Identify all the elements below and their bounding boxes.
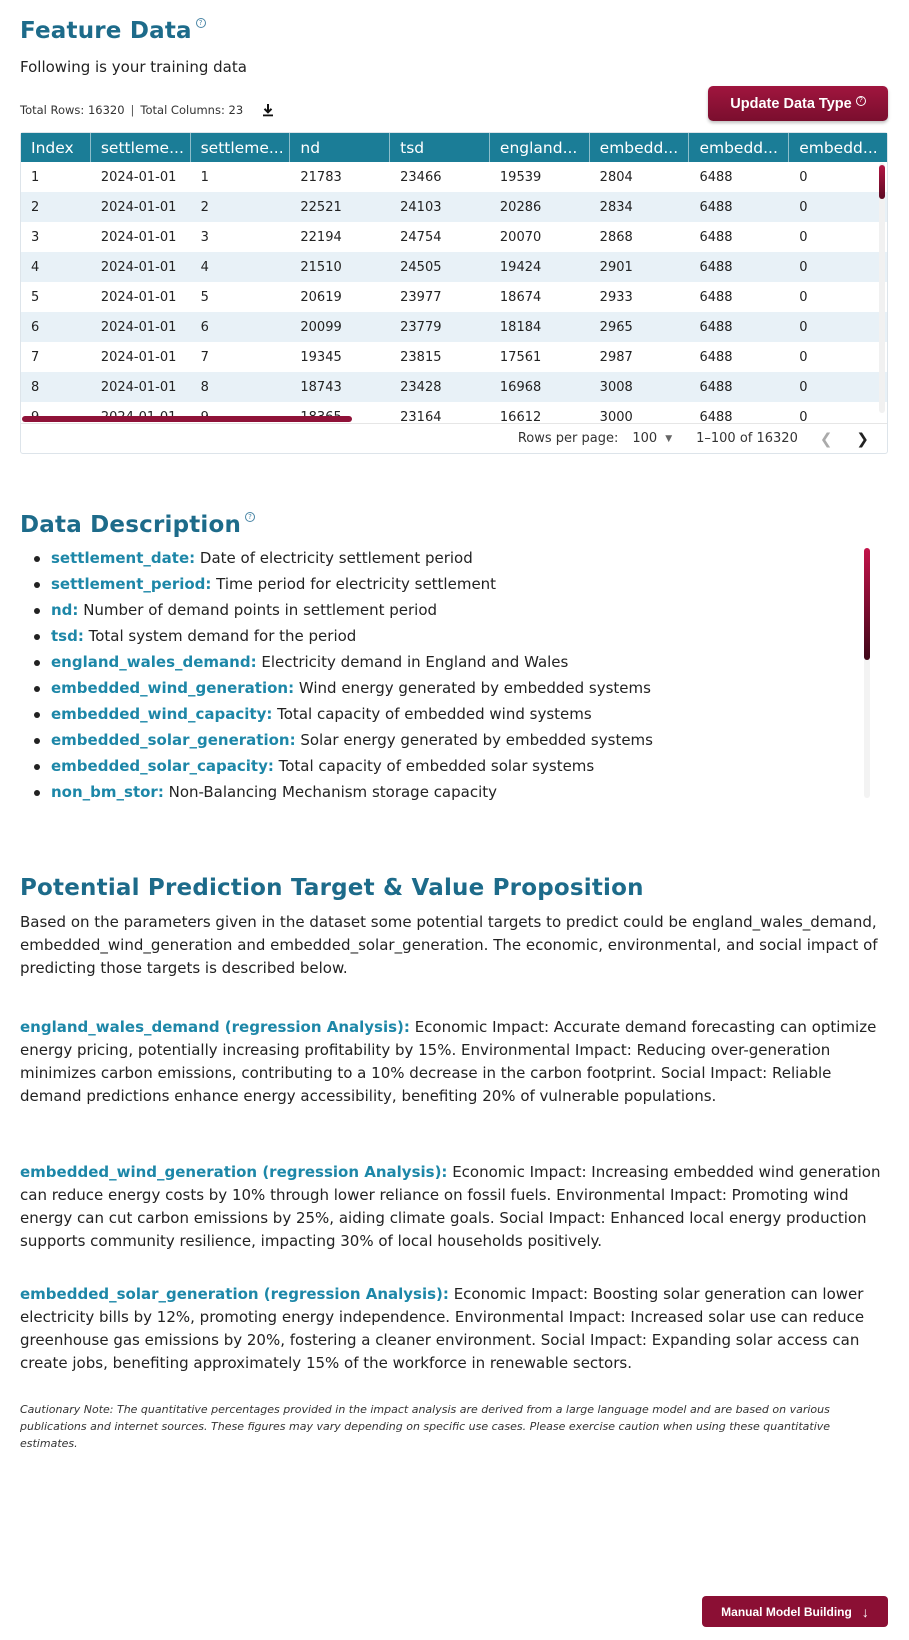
table-row[interactable] — [21, 342, 887, 372]
chevron-down-icon[interactable]: ▼ — [665, 433, 673, 444]
data-description-title: Data Description ? — [20, 512, 255, 538]
grid-horizontal-scroll-thumb[interactable] — [22, 416, 352, 422]
description-scroll-thumb[interactable] — [864, 548, 870, 660]
description-text: Wind energy generated by embedded systems — [294, 679, 651, 697]
table-cell: 0 — [799, 349, 808, 365]
description-text: Solar energy generated by embedded systems — [295, 731, 653, 749]
table-cell: 6 — [200, 319, 209, 335]
list-item — [34, 678, 888, 704]
description-term: embedded_solar_capacity: — [51, 757, 274, 775]
feature-data-subtitle: Following is your training data — [20, 58, 247, 76]
table-row[interactable] — [21, 312, 887, 342]
grid-pagination — [21, 423, 887, 453]
target-text: Economic Impact: Increasing embedded wind generation can reduce energy costs by 10% through lower reliance on fossil fuels. Environmental Impact: Promoting wind energy can cut carbon emissions by 25%, aiding climate goals. Social Impact: Enhanced local energy production supports community resilience, impacting 30% of local households positively. — [20, 1163, 881, 1250]
table-cell: 24103 — [400, 199, 442, 215]
grid-vertical-scrollbar[interactable] — [879, 163, 885, 413]
data-grid — [20, 132, 888, 454]
table-cell: 24505 — [400, 259, 442, 275]
table-cell: 6488 — [699, 229, 733, 245]
table-cell: 0 — [799, 319, 808, 335]
table-cell: 6488 — [699, 319, 733, 335]
table-cell: 1 — [200, 169, 209, 185]
data-description-list — [20, 548, 888, 808]
targets-intro: Based on the parameters given in the dataset some potential targets to predict could be england_wales_demand, embedded_wind_generation and embedded_solar_generation. The economic, environmental, and social impact of predicting those targets is described below. — [20, 913, 878, 977]
table-cell: 18184 — [499, 319, 542, 335]
target-term: england_wales_demand (regression Analysis): — [20, 1018, 410, 1036]
grid-header — [21, 133, 887, 162]
column-header[interactable]: embedd... — [689, 133, 789, 162]
table-cell: 18674 — [499, 289, 542, 305]
table-cell: 6488 — [699, 259, 733, 275]
table-cell: 0 — [799, 199, 808, 215]
table-cell: 4 — [200, 259, 209, 275]
total-rows: Total Rows: 16320 — [20, 103, 125, 117]
table-cell: 6488 — [699, 169, 733, 185]
data-description-list-container — [20, 548, 888, 800]
rows-per-page-select[interactable]: 100 — [632, 431, 658, 446]
table-row[interactable] — [21, 372, 887, 402]
table-cell: 19539 — [499, 169, 542, 185]
description-term: settlement_period: — [51, 575, 212, 593]
table-cell: 22194 — [300, 229, 342, 245]
table-cell: 19424 — [499, 259, 542, 275]
table-cell: 4 — [31, 259, 40, 275]
table-row[interactable] — [21, 192, 887, 222]
table-cell: 2834 — [599, 199, 633, 215]
column-header[interactable]: tsd — [390, 133, 490, 162]
list-item — [34, 626, 888, 652]
description-text: Number of demand points in settlement period — [78, 601, 438, 619]
table-cell: 0 — [799, 169, 808, 185]
table-cell: 0 — [799, 379, 808, 395]
description-term: england_wales_demand: — [51, 653, 257, 671]
table-cell: 23428 — [400, 379, 442, 395]
download-icon[interactable] — [261, 103, 275, 117]
table-row[interactable] — [21, 252, 887, 282]
description-text: Total system demand for the period — [83, 627, 357, 645]
description-text: Date of electricity settlement period — [195, 549, 473, 567]
description-term: nd: — [51, 601, 79, 619]
list-item — [34, 782, 888, 808]
column-header[interactable]: settleme... — [91, 133, 191, 162]
table-cell: 7 — [200, 349, 209, 365]
table-cell: 20619 — [300, 289, 342, 305]
description-text: Non-Balancing Mechanism storage capacity — [163, 783, 498, 801]
arrow-down-icon: ↓ — [861, 1603, 869, 1620]
list-item — [34, 704, 888, 730]
table-cell: 0 — [799, 409, 808, 425]
column-header[interactable]: settleme... — [191, 133, 291, 162]
table-cell: 19345 — [300, 349, 342, 365]
table-cell: 0 — [799, 229, 808, 245]
table-cell: 16612 — [499, 409, 542, 425]
table-cell: 2804 — [599, 169, 633, 185]
description-text: Total capacity of embedded solar systems — [273, 757, 595, 775]
description-term: non_bm_stor: — [51, 783, 164, 801]
page-range: 1–100 of 16320 — [696, 431, 798, 446]
column-header[interactable]: embedd... — [590, 133, 690, 162]
description-term: embedded_wind_capacity: — [51, 705, 273, 723]
table-cell: 23779 — [400, 319, 442, 335]
total-columns: Total Columns: 23 — [140, 103, 244, 117]
table-cell: 2024-01-01 — [100, 229, 177, 245]
table-cell: 23466 — [400, 169, 442, 185]
data-totals — [20, 103, 275, 117]
totals-separator: | — [130, 103, 135, 117]
table-cell: 20286 — [499, 199, 542, 215]
table-cell: 24754 — [400, 229, 442, 245]
table-cell: 2024-01-01 — [100, 349, 177, 365]
column-header[interactable]: nd — [290, 133, 390, 162]
table-cell: 2024-01-01 — [100, 319, 177, 335]
table-cell: 22521 — [300, 199, 342, 215]
description-term: embedded_wind_generation: — [51, 679, 295, 697]
table-cell: 6488 — [699, 289, 733, 305]
table-cell: 3 — [200, 229, 209, 245]
table-cell: 2933 — [599, 289, 633, 305]
table-cell: 2024-01-01 — [100, 169, 177, 185]
column-header[interactable]: Index — [21, 133, 91, 162]
description-scrollbar[interactable] — [864, 548, 870, 798]
table-cell: 2 — [200, 199, 209, 215]
table-cell: 23977 — [400, 289, 442, 305]
target-embedded-solar-generation — [20, 1283, 888, 1375]
target-term: embedded_wind_generation (regression Analysis): — [20, 1163, 448, 1181]
table-row[interactable] — [21, 162, 887, 192]
table-cell: 2 — [31, 199, 40, 215]
list-item — [34, 652, 888, 678]
table-cell: 23815 — [400, 349, 442, 365]
table-cell: 5 — [200, 289, 209, 305]
table-cell: 2987 — [599, 349, 633, 365]
table-cell: 8 — [31, 379, 40, 395]
table-cell: 21783 — [300, 169, 342, 185]
table-cell: 0 — [799, 259, 808, 275]
target-embedded-wind-generation — [20, 1161, 888, 1253]
table-cell: 5 — [31, 289, 40, 305]
table-cell: 1 — [31, 169, 40, 185]
table-cell: 17561 — [499, 349, 542, 365]
table-cell: 2024-01-01 — [100, 379, 177, 395]
grid-body[interactable] — [21, 162, 887, 425]
prediction-target-title: Potential Prediction Target & Value Proposition — [20, 875, 644, 901]
list-item — [34, 730, 888, 756]
table-cell: 3 — [31, 229, 40, 245]
table-cell: 20099 — [300, 319, 342, 335]
target-text: Economic Impact: Boosting solar generation can lower electricity bills by 12%, promoting energy independence. Environmental Impact: Increased solar use can reduce greenhouse gas emissions by 20%, fostering a cleaner environment. Social Impact: Expanding solar access can create jobs, benefiting approximately 15% of the workforce in renewable sectors. — [20, 1285, 865, 1372]
target-text: Economic Impact: Accurate demand forecasting can optimize energy pricing, potentially increasing profitability by 15%. Environmental Impact: Reducing over-generation minimizes carbon emissions, contributing to a 10% decrease in the carbon footprint. Social Impact: Reliable demand predictions enhance energy accessibility, benefiting 20% of vulnerable populations. — [20, 1018, 877, 1105]
table-cell: 23164 — [400, 409, 442, 425]
table-cell: 6488 — [699, 409, 733, 425]
chevron-left-icon[interactable]: ❮ — [819, 429, 833, 448]
help-icon[interactable]: ? — [856, 96, 866, 106]
table-cell: 16968 — [499, 379, 542, 395]
column-header[interactable]: embedd... — [799, 138, 878, 157]
description-text: Total capacity of embedded wind systems — [272, 705, 592, 723]
manual-model-building-button[interactable]: Manual Model Building ↓ — [702, 1596, 888, 1627]
feature-data-title: Feature Data ? — [20, 18, 206, 44]
description-text: Time period for electricity settlement — [211, 575, 497, 593]
target-term: embedded_solar_generation (regression Analysis): — [20, 1285, 449, 1303]
help-icon[interactable]: ? — [245, 512, 255, 522]
rows-per-page-label: Rows per page: — [517, 431, 619, 446]
table-cell: 2868 — [599, 229, 633, 245]
table-row[interactable] — [21, 222, 887, 252]
description-term: embedded_solar_generation: — [51, 731, 296, 749]
cautionary-note: Cautionary Note: The quantitative percentages provided in the impact analysis are derived from a large language model and are based on various publications and internet sources. These figures may vary depending on specific use cases. Please exercise caution when using these quantitative estimates. — [20, 1403, 831, 1450]
update-data-type-button[interactable]: Update Data Type ? — [708, 86, 888, 121]
description-term: tsd: — [51, 627, 84, 645]
grid-vertical-scroll-thumb[interactable] — [879, 165, 885, 199]
table-cell: 7 — [31, 349, 40, 365]
help-icon[interactable]: ? — [196, 18, 206, 28]
table-cell: 2965 — [599, 319, 633, 335]
table-cell: 8 — [200, 379, 209, 395]
target-england-wales-demand — [20, 1016, 888, 1108]
list-item — [34, 574, 888, 600]
table-cell: 21510 — [300, 259, 342, 275]
table-cell: 2024-01-01 — [100, 289, 177, 305]
chevron-right-icon[interactable]: ❯ — [856, 429, 869, 448]
list-item — [34, 548, 888, 574]
table-cell: 6488 — [699, 199, 733, 215]
description-text: Electricity demand in England and Wales — [256, 653, 569, 671]
table-cell: 3000 — [599, 409, 633, 425]
table-cell: 2901 — [599, 259, 633, 275]
list-item — [34, 756, 888, 782]
description-term: settlement_date: — [51, 549, 196, 567]
table-cell: 2024-01-01 — [100, 259, 177, 275]
table-cell: 6488 — [699, 379, 733, 395]
column-header[interactable]: england... — [490, 133, 590, 162]
table-cell: 2024-01-01 — [100, 199, 177, 215]
table-cell: 20070 — [499, 229, 542, 245]
table-cell: 6488 — [699, 349, 733, 365]
table-cell: 6 — [31, 319, 40, 335]
table-cell: 18743 — [300, 379, 342, 395]
list-item — [34, 600, 888, 626]
table-cell: 3008 — [599, 379, 633, 395]
table-row[interactable] — [21, 282, 887, 312]
table-cell: 0 — [799, 289, 808, 305]
